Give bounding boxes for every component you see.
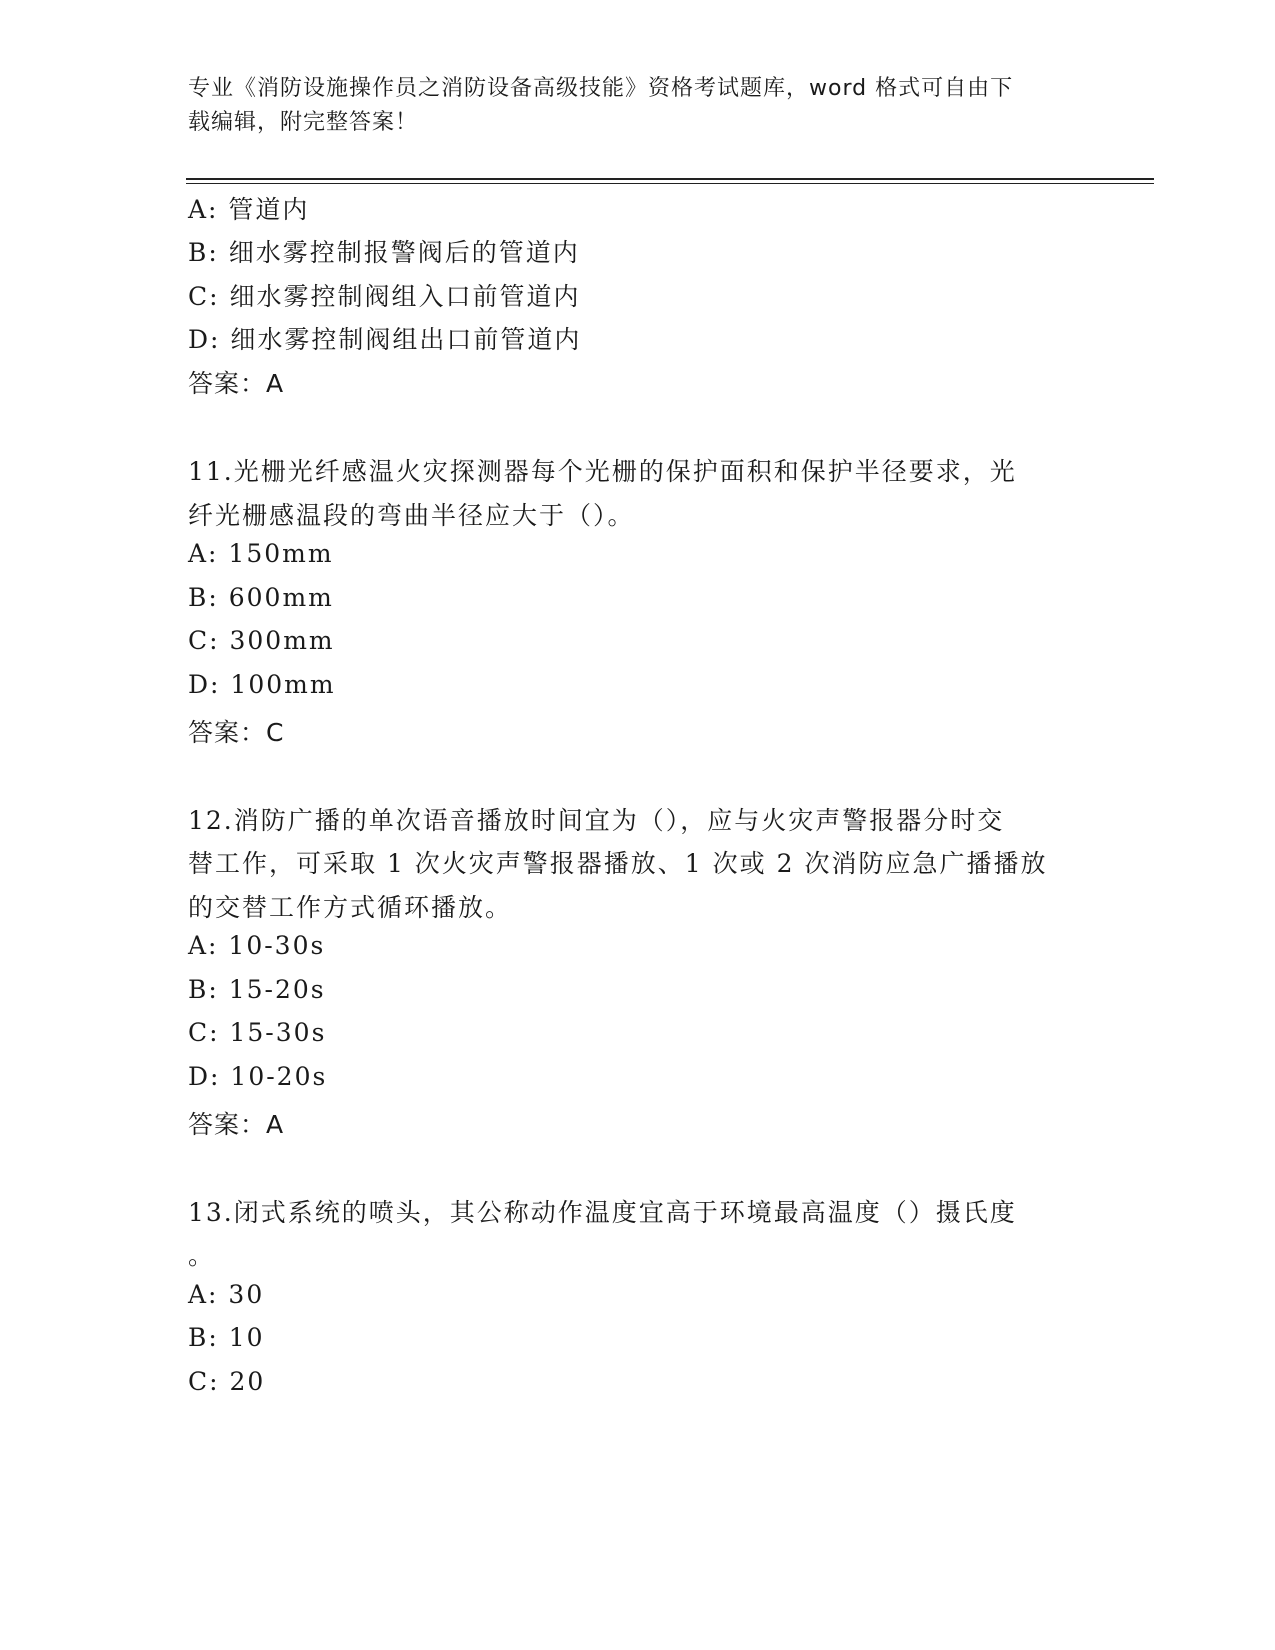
- q11-option-a: A: 150mm: [188, 539, 334, 568]
- q13-option-b: B: 10: [188, 1323, 265, 1352]
- q12-answer: 答案：A: [188, 1110, 285, 1139]
- q11-option-c: C: 300mm: [188, 626, 335, 655]
- q10-option-a: A: 管道内: [188, 195, 310, 224]
- q10-option-c: C: 细水雾控制阀组入口前管道内: [188, 282, 581, 311]
- q13-option-a: A: 30: [188, 1280, 265, 1309]
- q13-option-c: C: 20: [188, 1367, 266, 1396]
- q11-stem-line-1: 11.光栅光纤感温火灾探测器每个光栅的保护面积和保护半径要求，光: [188, 457, 1017, 486]
- q10-option-d: D: 细水雾控制阀组出口前管道内: [188, 325, 582, 354]
- q10-option-b: B: 细水雾控制报警阀后的管道内: [188, 238, 580, 267]
- q12-option-b: B: 15-20s: [188, 975, 326, 1004]
- q12-stem-line-2: 替工作，可采取 1 次火灾声警报器播放、1 次或 2 次消防应急广播播放: [188, 849, 1048, 878]
- q13-stem-line-1: 13.闭式系统的喷头，其公称动作温度宜高于环境最高温度（）摄氏度: [188, 1198, 1017, 1227]
- q11-answer: 答案：C: [188, 718, 285, 747]
- q11-stem-line-2: 纤光栅感温段的弯曲半径应大于（）。: [188, 501, 635, 530]
- q13-stem-line-2: 。: [188, 1241, 216, 1270]
- q12-option-d: D: 10-20s: [188, 1062, 328, 1091]
- q12-option-a: A: 10-30s: [188, 931, 326, 960]
- document-header: [188, 72, 1068, 140]
- q12-option-c: C: 15-30s: [188, 1018, 327, 1047]
- header-line-2: 载编辑，附完整答案！: [188, 110, 419, 135]
- q11-option-b: B: 600mm: [188, 583, 334, 612]
- q12-stem-line-3: 的交替工作方式循环播放。: [188, 893, 513, 922]
- header-divider-thin: [186, 183, 1154, 184]
- q10-answer: 答案：A: [188, 369, 285, 398]
- q11-option-d: D: 100mm: [188, 670, 336, 699]
- header-line-1: 专业《消防设施操作员之消防设备高级技能》资格考试题库，word 格式可自由下: [188, 76, 1014, 101]
- q12-stem-line-1: 12.消防广播的单次语音播放时间宜为（），应与火灾声警报器分时交: [188, 806, 1005, 835]
- header-divider-thick: [186, 178, 1154, 180]
